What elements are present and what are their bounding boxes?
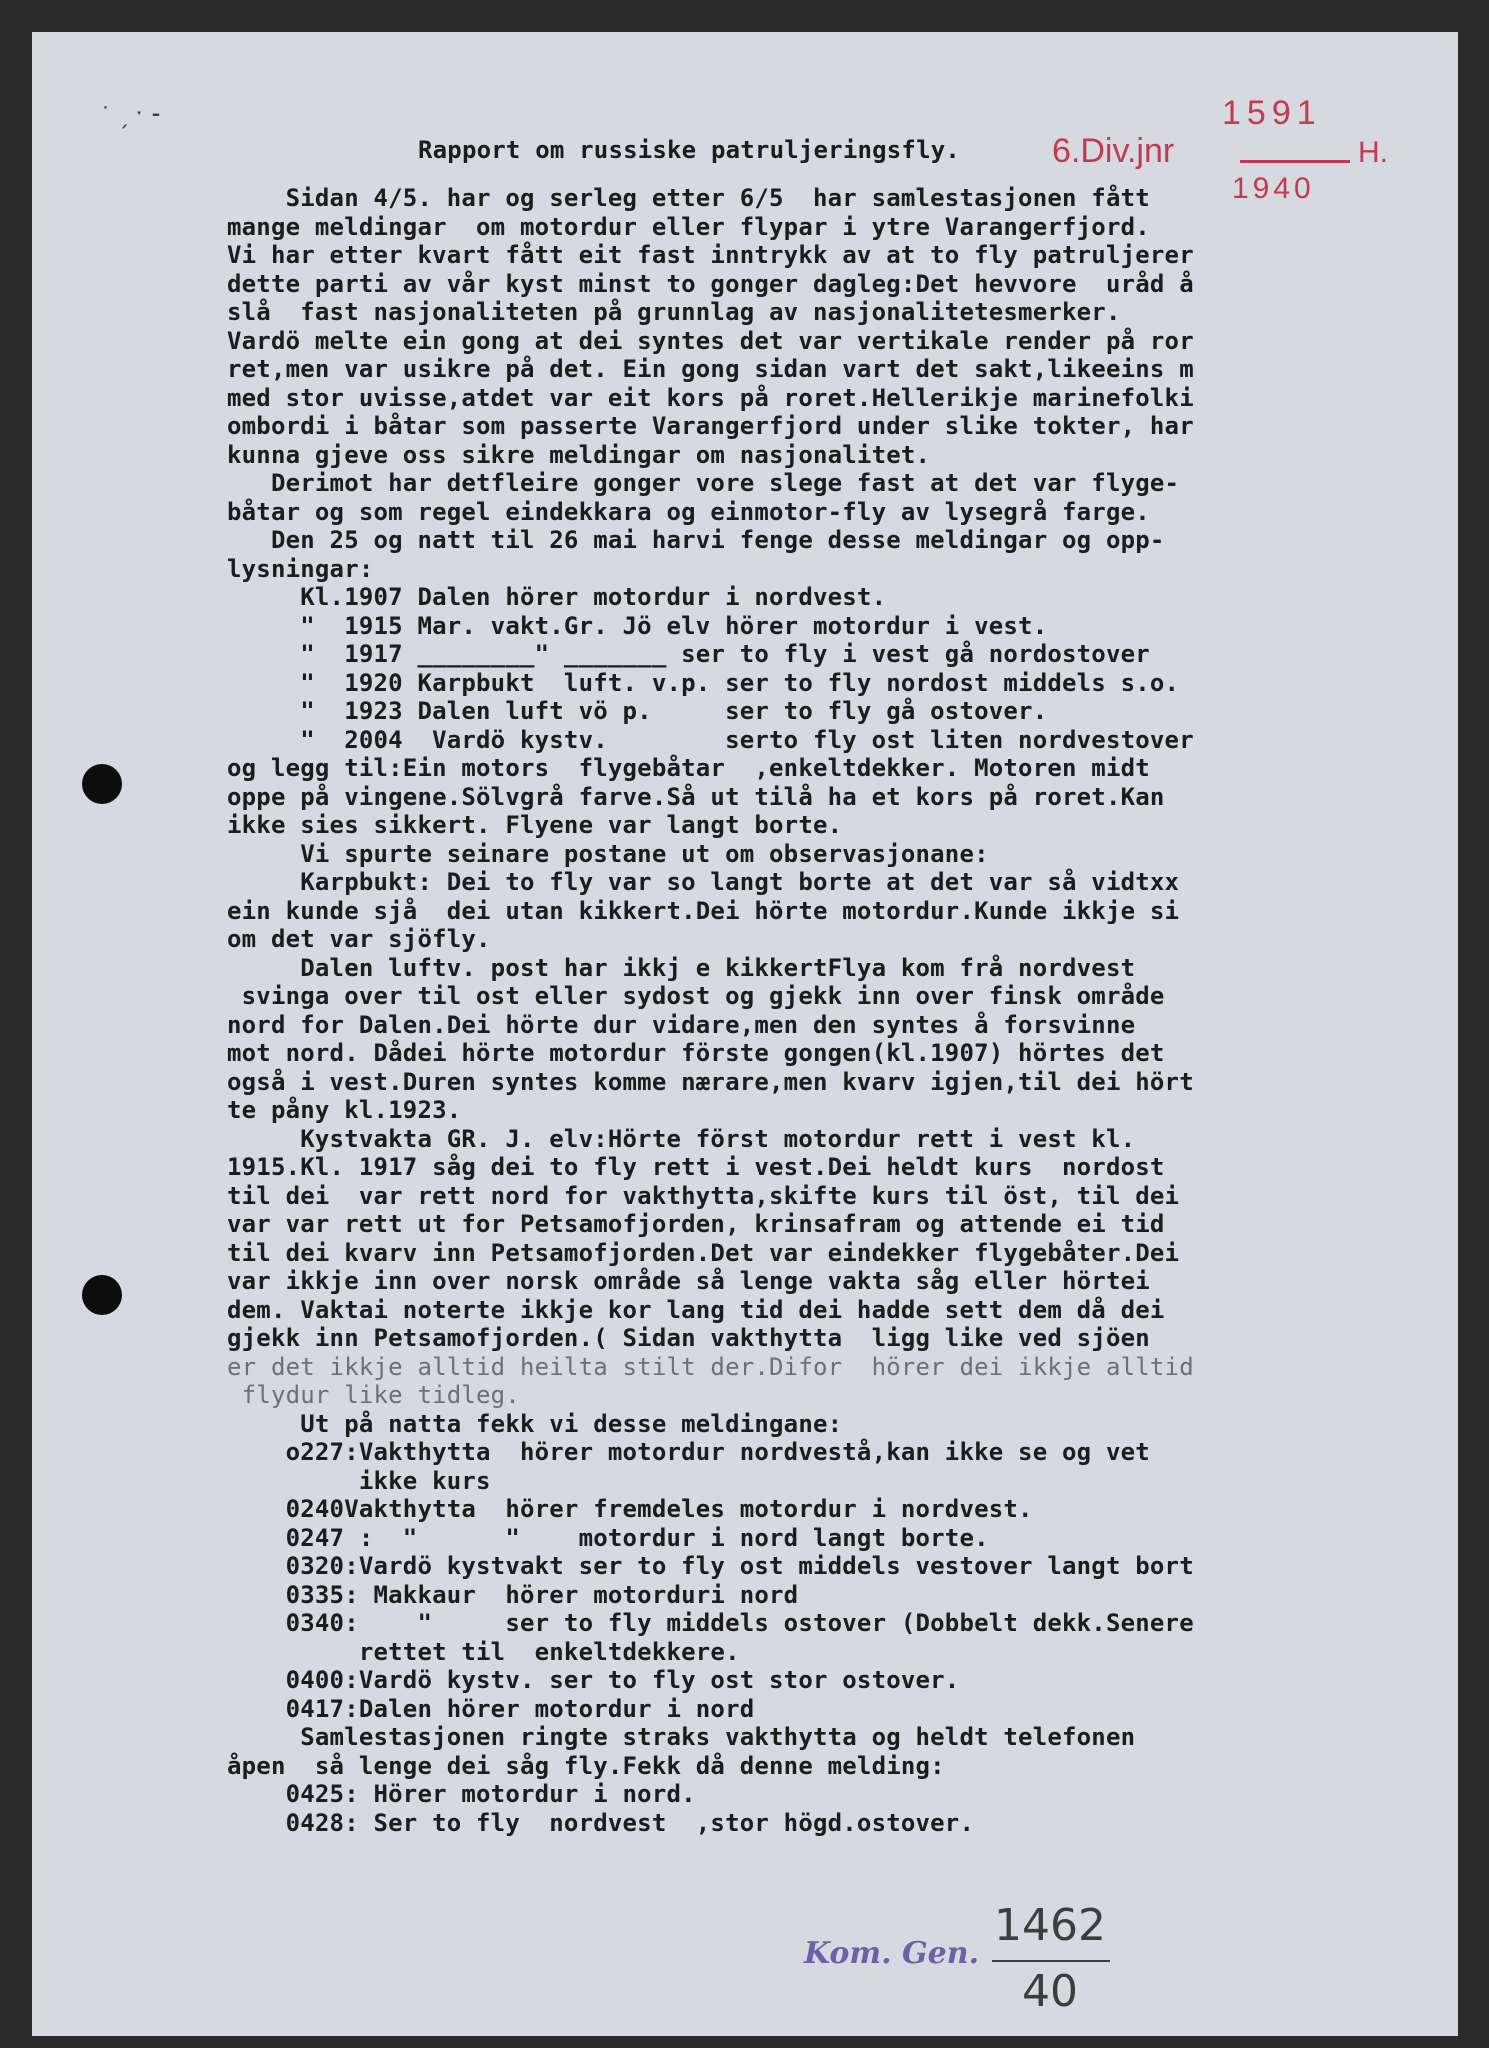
night-report-line: ikke kurs <box>227 1466 491 1495</box>
text-line: ombordi i båtar som passerte Varangerfjord under slike tokter, har <box>227 412 1194 440</box>
night-report-line: 0340: " ser to fly middels ostover (Dobbelt dekk.Senere <box>227 1609 1194 1637</box>
text-line: " 2004 Vardö kystv. serto fly ost liten nordvestover <box>227 725 1194 754</box>
night-report-line: åpen så lenge dei såg fly.Fekk då denne melding: <box>227 1751 945 1780</box>
text-line: ein kunde sjå dei utan kikkert.Dei hörte motordur.Kunde ikkje si <box>227 896 1180 925</box>
document-title: Rapport om russiske patruljeringsfly. <box>418 136 961 164</box>
text-line: til dei var rett nord for vakthytta,skifte kurs til öst, til dei <box>227 1181 1180 1210</box>
night-report-line: Samlestasjonen ringte straks vakthytta og heldt telefonen <box>227 1723 1136 1751</box>
text-line: slå fast nasjonaliteten på grunnlag av nasjonalitetesmerker. <box>227 298 1121 326</box>
text-line: Kystvakta GR. J. elv:Hörte först motordur rett i vest kl. <box>227 1124 1136 1153</box>
text-line: båtar og som regel eindekkara og einmotor-fly av lysegrå farge. <box>227 497 1150 526</box>
night-report-line: 0240Vakthytta hörer fremdeles motordur i nordvest. <box>227 1495 1033 1523</box>
text-line: Sidan 4/5. har og serleg etter 6/5 har samlestasjonen fått <box>227 184 1150 212</box>
text-line: Dalen luftv. post har ikkj e kikkertFlya kom frå nordvest <box>227 953 1136 982</box>
handwritten-number-bottom: 40 <box>1022 1966 1078 2017</box>
faint-text-line: er det ikkje alltid heilta stilt der.Difor hörer dei ikkje alltid <box>227 1352 1194 1381</box>
text-line: " 1917 ________" _______ ser to fly i vest gå nordostover <box>227 640 1150 668</box>
text-line: " 1915 Mar. vakt.Gr. Jö elv hörer motordur i vest. <box>227 611 1048 640</box>
text-line: Vi spurte seinare postane ut om observasjonane: <box>227 839 989 868</box>
text-line: Vardö melte ein gong at dei syntes det var vertikale render på ror <box>227 326 1194 355</box>
night-report-line: 0247 : " " motordur i nord langt borte. <box>227 1523 989 1552</box>
text-line: Karpbukt: Dei to fly var so langt borte at det var så vidtxx <box>227 868 1180 896</box>
text-line: mange meldingar om motordur eller flypar i ytre Varangerfjord. <box>227 212 1150 241</box>
text-line: om det var sjöfly. <box>227 925 491 953</box>
text-line: lysningar: <box>227 554 374 583</box>
text-line: dette parti av vår kyst minst to gonger dagleg:Det hevvore uråd å <box>227 269 1194 298</box>
text-line: til dei kvarv inn Petsamofjorden.Det var eindekker flygebåter.Dei <box>227 1238 1180 1267</box>
night-report-line: 0400:Vardö kystv. ser to fly ost stor ostover. <box>227 1666 960 1694</box>
handwritten-number-top: 1462 <box>994 1900 1106 1951</box>
ink-marks: ˙ ˏ ˑ ⁃ <box>100 104 162 129</box>
text-line: kunna gjeve oss sikre meldingar om nasjonalitet. <box>227 440 931 469</box>
handwritten-fraction-line <box>992 1960 1110 1962</box>
night-report-line: 0428: Ser to fly nordvest ,stor högd.ostover. <box>227 1808 975 1837</box>
text-line: også i vest.Duren syntes komme nærare,men kvarv igjen,til dei hört <box>227 1067 1194 1096</box>
stamp-year: 1940 <box>1232 172 1315 205</box>
night-report-line: o227:Vakthytta hörer motordur nordvestå,kan ikke se og vet <box>227 1438 1150 1466</box>
text-line: og legg til:Ein motors flygebåtar ,enkeltdekker. Motoren midt <box>227 754 1150 782</box>
night-report-line: 0417:Dalen hörer motordur i nord <box>227 1694 755 1723</box>
night-report-line: 0320:Vardö kystvakt ser to fly ost middels vestover langt bort <box>227 1552 1194 1580</box>
text-line: " 1923 Dalen luft vö p. ser to fly gå ostover. <box>227 697 1048 725</box>
text-line: Derimot har detfleire gonger vore slege fast at det var flyge- <box>227 469 1180 497</box>
text-line: te pånу kl.1923. <box>227 1096 462 1124</box>
text-line: Kl.1907 Dalen hörer motordur i nordvest. <box>227 583 887 611</box>
text-line: ret,men var usikre på det. Ein gong sidan vart det sakt,likeeins m <box>227 355 1194 383</box>
faint-text-line: flydur like tidleg. <box>227 1381 520 1409</box>
text-line: mot nord. Dådei hörte motordur förste gongen(kl.1907) hörtes det <box>227 1039 1165 1067</box>
text-line: med stor uvisse,atdet var eit kors på roret.Hellerikje marinefolki <box>227 383 1194 412</box>
punch-hole-bottom <box>82 1275 122 1315</box>
stamp-division: 6.Div.jnr <box>1052 132 1175 170</box>
night-report-line: 0335: Makkaur hörer motorduri nord <box>227 1580 799 1609</box>
night-report-line: 0425: Hörer motordur i nord. <box>227 1780 696 1808</box>
stamp-suffix: H. <box>1358 136 1388 169</box>
text-line: " 1920 Karpbukt luft. v.p. ser to fly nordost middels s.o. <box>227 668 1180 697</box>
stamp-rule <box>1240 160 1350 163</box>
text-line: var var rett ut for Petsamofjorden, krinsafram og attende ei tid <box>227 1210 1165 1238</box>
text-line: dem. Vaktai noterte ikkje kor lang tid dei hadde sett dem då dei <box>227 1295 1165 1324</box>
night-report-line: rettet til enkeltdekkere. <box>227 1637 740 1666</box>
punch-hole-top <box>82 764 122 804</box>
text-line: nord for Dalen.Dei hörte dur vidare,men den syntes å forsvinne <box>227 1010 1136 1039</box>
text-line: var ikkje inn over norsk område så lenge vakta såg eller hörtei <box>227 1267 1150 1295</box>
stamp-number-top: 1591 <box>1222 94 1322 132</box>
document-page <box>32 32 1458 2036</box>
text-line: svinga over til ost eller sydost og gjekk inn over finsk område <box>227 982 1165 1010</box>
text-line: Vi har etter kvart fått eit fast inntrykk av at to fly patruljerer <box>227 241 1194 269</box>
signature-kom-gen: Kom. Gen. <box>804 1936 980 1971</box>
text-line: gjekk inn Petsamofjorden.( Sidan vakthytta ligg like ved sjöen <box>227 1324 1150 1352</box>
text-line: Den 25 og natt til 26 mai harvi fenge desse meldingar og opp- <box>227 526 1165 554</box>
text-line: ikke sies sikkert. Flyene var langt borte. <box>227 811 843 839</box>
text-line: oppe på vingene.Sölvgrå farve.Så ut tilå ha et kors på roret.Kan <box>227 782 1165 811</box>
text-line: 1915.Kl. 1917 såg dei to fly rett i vest.Dei heldt kurs nordost <box>227 1153 1165 1181</box>
night-reports-intro: Ut på natta fekk vi desse meldingane: <box>227 1409 843 1438</box>
